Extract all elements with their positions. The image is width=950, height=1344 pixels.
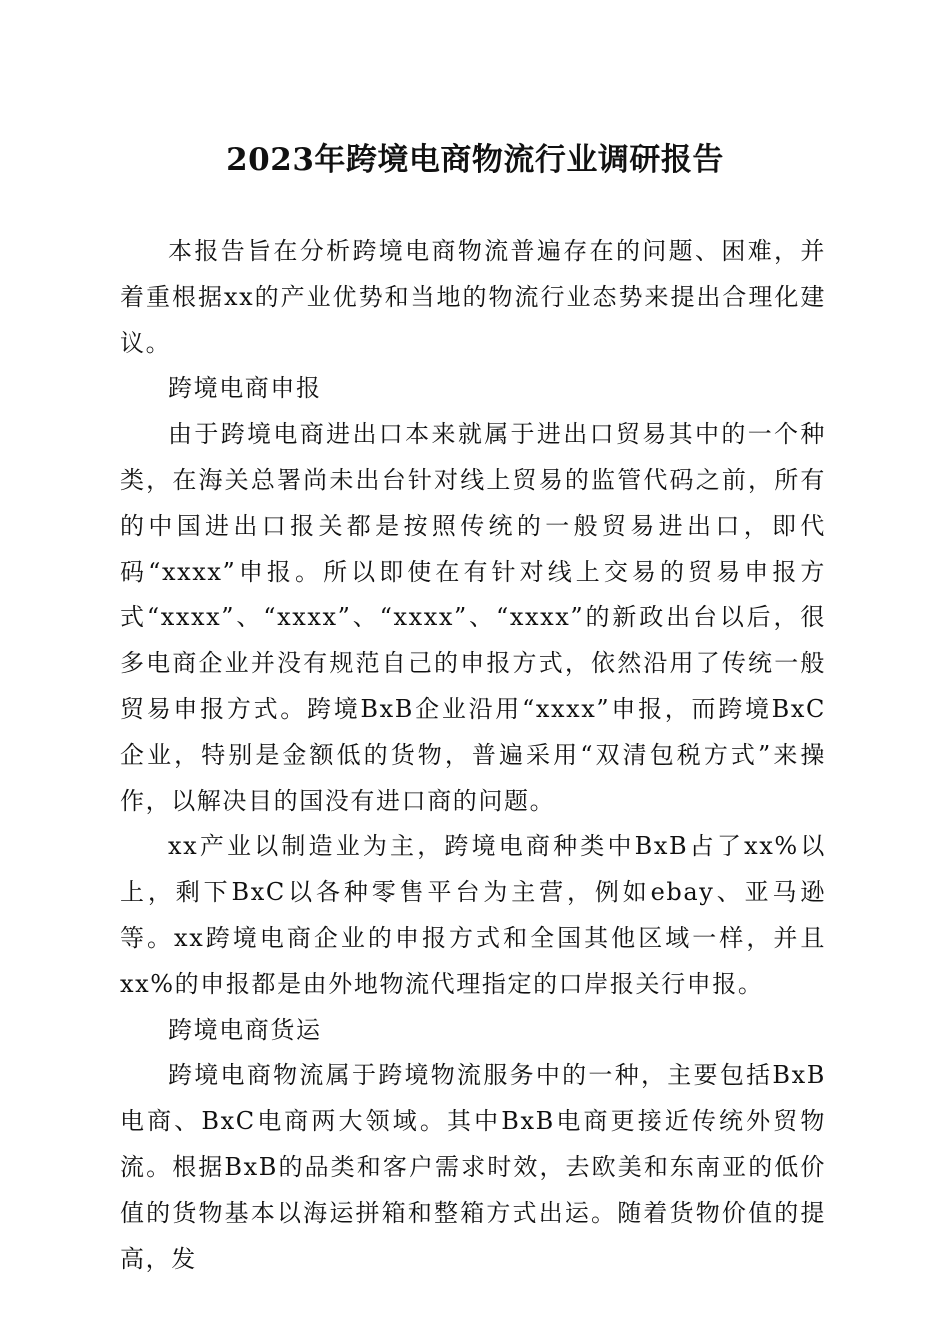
declaration-paragraph: 由于跨境电商进出口本来就属于进出口贸易其中的一个种类，在海关总署尚未出台针对线上贸易的监管代码之前，所有的中国进出口报关都是按照传统的一般贸易进出口，即代码“xxxx”申报。所以即使在有针对线上交易的贸易申报方式“xxxx”、“xxxx”、“xxxx”、“xxxx”的新政出台以后，很多电商企业并没有规范自己的申报方式，依然沿用了传统一般贸易申报方式。跨境BxB企业沿用“xxxx”申报，而跨境BxC企业，特别是金额低的货物，普遍采用“双清包税方式”来操作，以解决目的国没有进口商的问题。: [120, 420, 826, 815]
document-title: 2023年跨境电商物流行业调研报告: [226, 142, 724, 178]
intro-paragraph: 本报告旨在分析跨境电商物流普遍存在的问题、困难，并着重根据xx的产业优势和当地的物流行业态势来提出合理化建议。: [120, 237, 826, 357]
freight-paragraph: 跨境电商物流属于跨境物流服务中的一种，主要包括BxB电商、BxC电商两大领域。其中BxB电商更接近传统外贸物流。根据BxB的品类和客户需求时效，去欧美和东南亚的低价值的货物基本以海运拼箱和整箱方式出运。随着货物价值的提高，发: [120, 1061, 826, 1273]
section-heading-declaration: 跨境电商申报: [168, 374, 322, 403]
section-heading-freight: 跨境电商货运: [168, 1015, 322, 1044]
industry-paragraph: xx产业以制造业为主，跨境电商种类中BxB占了xx%以上，剩下BxC以各种零售平台为主营，例如ebay、亚马逊等。xx跨境电商企业的申报方式和全国其他区域一样，并且xx%的申报都是由外地物流代理指定的口岸报关行申报。: [120, 832, 826, 998]
document-body: [120, 229, 826, 1282]
